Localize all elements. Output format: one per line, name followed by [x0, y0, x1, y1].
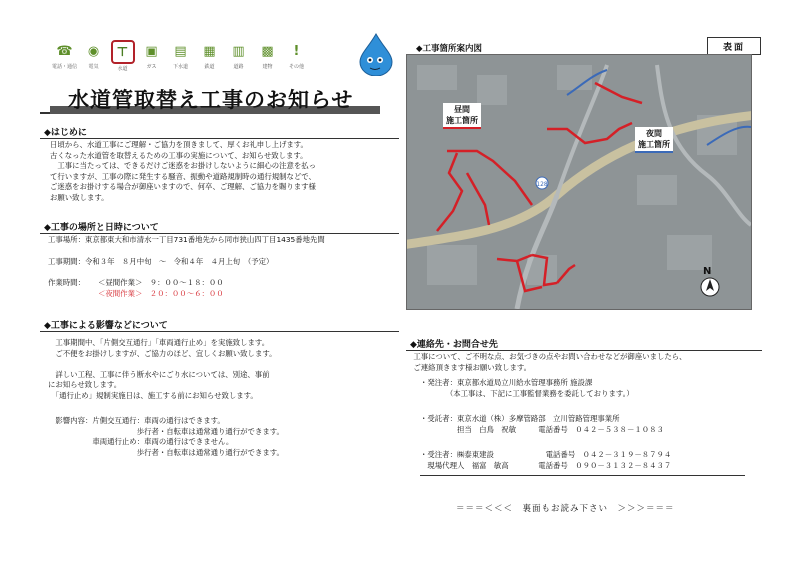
- road-icon: ▥: [232, 43, 245, 59]
- contractor-info: ・受託者：東京水道（株）多摩管路部 立川管路管理事業所 担当 白鳥 祝敏 電話番号 ０４２－５３８－１０８３: [420, 414, 664, 434]
- gas-icon: ▣: [145, 43, 158, 59]
- contact-divider: [420, 475, 745, 476]
- route-number: 128: [536, 181, 548, 188]
- contact-text: 工事について、ご不明な点、お気づきの点やお問い合わせなどが御座いましたら、 ご連絡頂きます様お願い致します。: [413, 352, 687, 372]
- category-exclamation: [284, 40, 309, 72]
- category-phone: [52, 40, 77, 72]
- category-faucet: [110, 40, 135, 72]
- builder-info: ・受注者：㈱泰東建設 電話番号 ０４２－３１９－８７９４ 現場代理人 福富 敏高 電話番号 ０９０－３１３２－８４３７: [420, 450, 672, 470]
- building-icon: ▩: [261, 43, 274, 59]
- category-label: 道路: [233, 64, 244, 70]
- site-map: [406, 54, 752, 310]
- category-label: 水道: [117, 66, 128, 72]
- water-drop-mascot-icon: [356, 32, 396, 76]
- section-heading-impact: ◆工事による影響などについて: [40, 318, 399, 332]
- day-work-time: ＜昼間作業＞ ９：００～１８：００: [98, 278, 224, 287]
- impact-text: 工事期間中、「片側交互通行」「車両通行止め」を実施致します。 ご不便をお掛けしますが、ご協力のほど、宜しくお願い致します。 詳しい工程、工事に伴う断水やにごり水については、別途、事前 にお知らせ致します。 「通行止め」規制実施日は、施工する前にお知らせ致します。: [48, 338, 277, 400]
- train-icon: ▦: [203, 43, 216, 59]
- phone-icon: ☎: [56, 43, 73, 59]
- side-badge: 表面: [707, 37, 761, 55]
- night-work-time: ＜夜間作業＞ ２０：００～６：００: [98, 289, 224, 298]
- category-label: その他: [288, 64, 304, 70]
- work-period: 工事期間：令和３年 ８月中旬 ～ 令和４年 ４月上旬 （予定）: [48, 257, 274, 266]
- work-time-label: 作業時間：: [48, 278, 85, 287]
- category-icons: [52, 40, 309, 72]
- map-graphic: [407, 55, 751, 309]
- faucet-icon: ⊤: [111, 40, 135, 64]
- north-arrow-label: N: [703, 266, 712, 277]
- category-gas: [139, 40, 164, 72]
- category-lightbulb: [81, 40, 106, 72]
- page-title-text: 水道管取替え工事のお知らせ: [68, 88, 354, 112]
- category-label: 鉄道: [204, 64, 215, 70]
- category-label: ガス: [146, 64, 157, 70]
- exclamation-icon: !: [293, 43, 300, 59]
- section-heading-place: ◆工事の場所と日時について: [40, 220, 399, 234]
- category-train: [197, 40, 222, 72]
- intro-text: 日頃から、水道工事にご理解・ご協力を頂きまして、厚くお礼申し上げます。 古くなった水道管を取替えるための工事の実施について、お知らせ致します。 工事に当たっては、できるだけご迷惑をお掛けしないように細心の注意を払っ て行いますが、工事の際に発生する騒音、振動や道路規制時の通行規制などで、 ご迷惑をお掛けする場合が御座いますので、何卒、ご理解、ご協力を賜ります様 お願い致します。: [50, 140, 317, 202]
- night-site-label: 夜間 施工箇所: [635, 127, 673, 153]
- category-label: 建物: [262, 64, 273, 70]
- category-label: 電話・通信: [52, 64, 78, 70]
- section-heading-intro: ◆はじめに: [40, 125, 399, 139]
- category-label: 電気: [88, 64, 99, 70]
- section-heading-contact: ◆連絡先・お問合せ先: [406, 337, 762, 351]
- work-location: 工事場所：東京都東大和市清水一丁目731番地先から同市狭山四丁目1435番地先間: [48, 235, 325, 244]
- category-building: [255, 40, 280, 72]
- day-site-label: 昼間 施工箇所: [443, 103, 481, 129]
- lightbulb-icon: ◉: [87, 43, 100, 59]
- orderer-info: ・発注者：東京都水道局立川給水管理事務所 施設課 （本工事は、下記に工事監督業務を委託しております。）: [420, 378, 634, 398]
- footer-note: ＝＝＝＜＜＜ 裏面もお読み下さい ＞＞＞＝＝＝: [456, 504, 675, 514]
- category-road: [226, 40, 251, 72]
- category-sewer: [168, 40, 193, 72]
- map-heading: ◆工事箇所案内図: [416, 44, 483, 54]
- impact-effects: 影響内容：片側交互通行：車両の通行はできます。 歩行者・自転車は通常通り通行ができます。 車両通行止め：車両の通行はできません。 歩行者・自転車は通常通り通行ができます。: [55, 416, 284, 457]
- sewer-icon: ▤: [174, 43, 187, 59]
- category-label: 下水道: [172, 64, 188, 70]
- page-title: [40, 82, 360, 114]
